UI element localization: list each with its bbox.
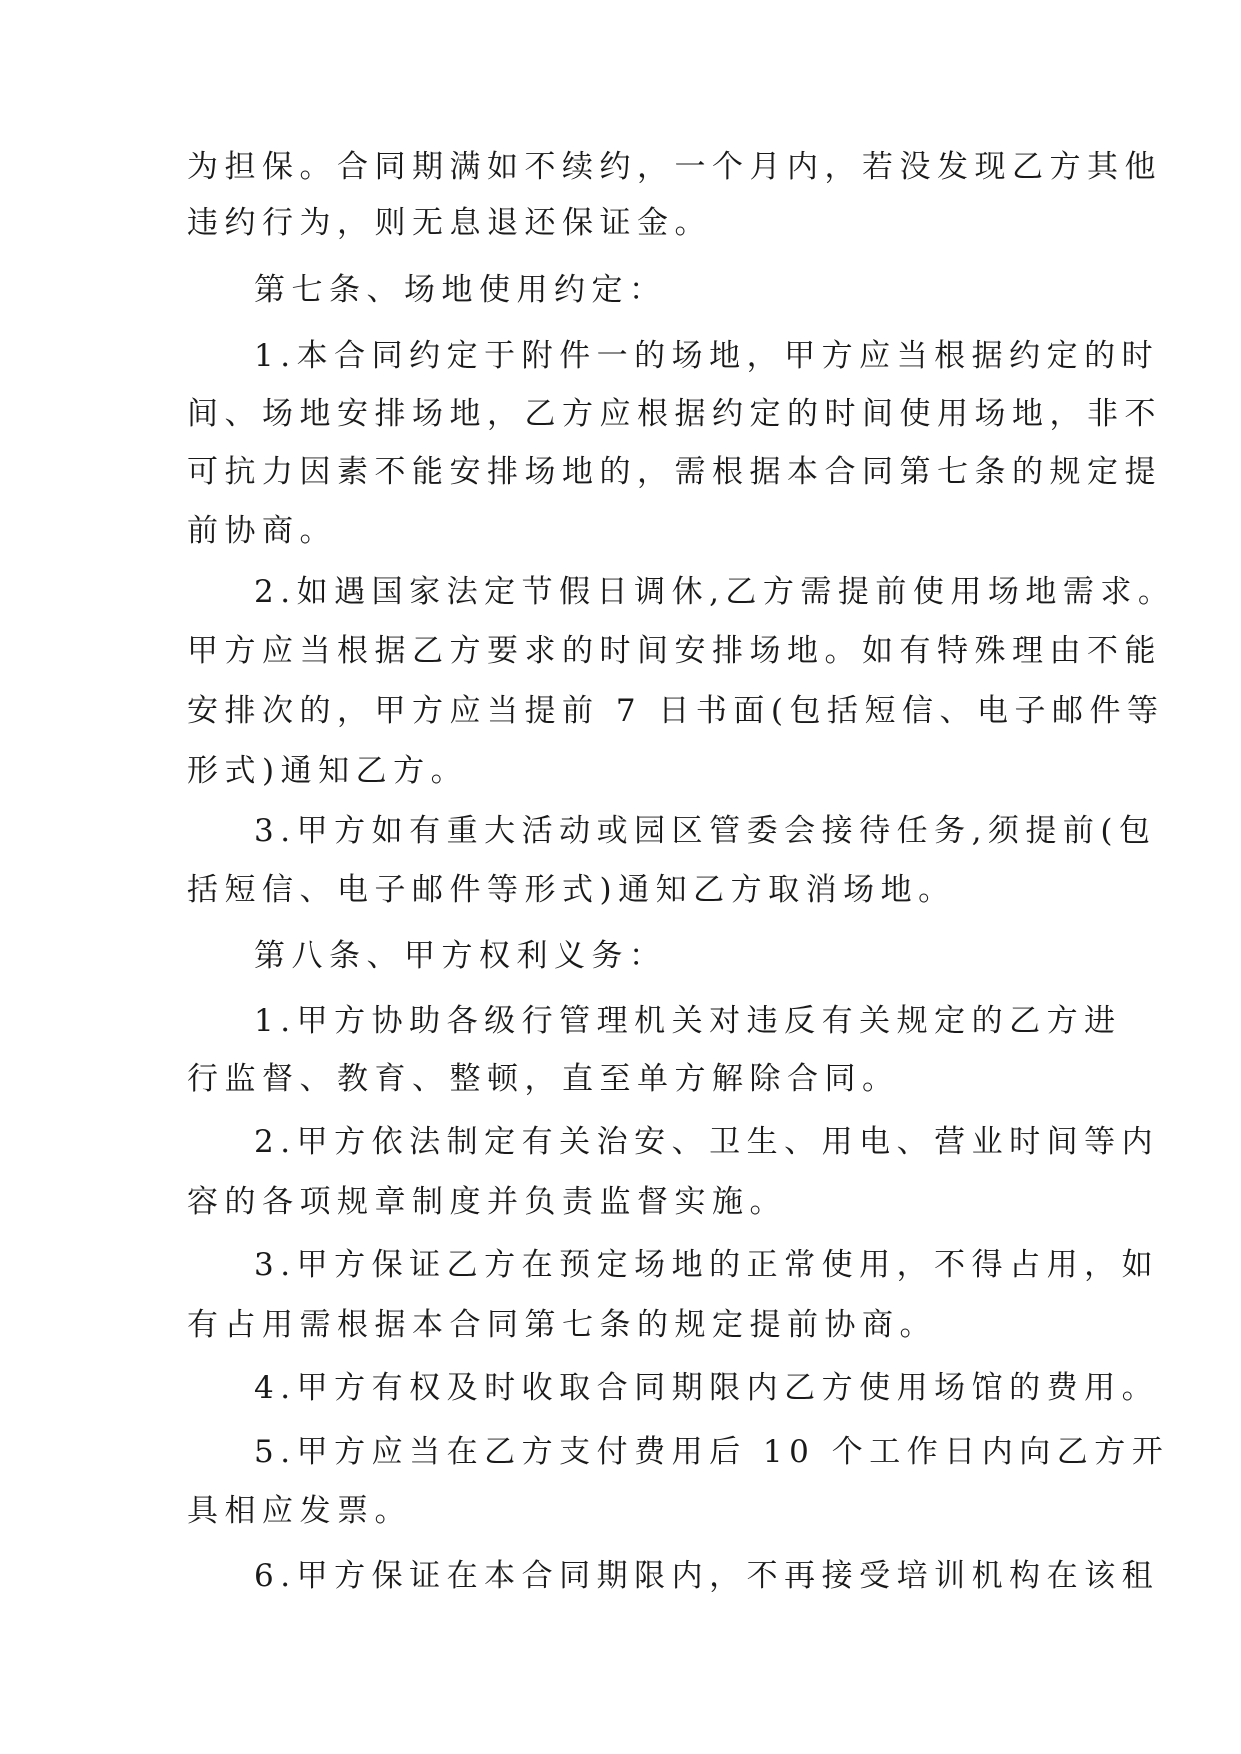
text-line: 为担保。合同期满如不续约，一个月内，若没发现乙方其他 (187, 149, 1162, 185)
text-line: 3.甲方保证乙方在预定场地的正常使用，不得占用，如 (254, 1247, 1160, 1283)
text-line: 违约行为，则无息退还保证金。 (187, 205, 712, 241)
text-line: 3.甲方如有重大活动或园区管委会接待任务,须提前(包 (254, 813, 1157, 849)
text-line: 安排次的，甲方应当提前 7 日书面(包括短信、电子邮件等 (187, 693, 1165, 729)
text-line: 1.甲方协助各级行管理机关对违反有关规定的乙方进 (254, 1003, 1122, 1039)
text-line: 容的各项规章制度并负责监督实施。 (187, 1184, 787, 1220)
text-line: 1.本合同约定于附件一的场地，甲方应当根据约定的时 (254, 338, 1160, 374)
text-line: 形式)通知乙方。 (187, 753, 469, 789)
text-line: 间、场地安排场地，乙方应根据约定的时间使用场地，非不 (187, 396, 1162, 432)
text-line: 甲方应当根据乙方要求的时间安排场地。如有特殊理由不能 (187, 633, 1162, 669)
text-line: 前协商。 (187, 513, 337, 549)
text-line: 可抗力因素不能安排场地的，需根据本合同第七条的规定提 (187, 454, 1162, 490)
text-line: 具相应发票。 (187, 1493, 412, 1529)
text-line: 有占用需根据本合同第七条的规定提前协商。 (187, 1307, 937, 1343)
section-heading: 第八条、甲方权利义务： (254, 938, 667, 974)
section-heading: 第七条、场地使用约定： (254, 272, 667, 308)
text-line: 行监督、教育、整顿，直至单方解除合同。 (187, 1061, 900, 1097)
text-line: 6.甲方保证在本合同期限内，不再接受培训机构在该租 (254, 1558, 1160, 1594)
text-line: 4.甲方有权及时收取合同期限内乙方使用场馆的费用。 (254, 1370, 1160, 1406)
text-line: 2.甲方依法制定有关治安、卫生、用电、营业时间等内 (254, 1124, 1160, 1160)
text-line: 括短信、电子邮件等形式)通知乙方取消场地。 (187, 872, 956, 908)
text-line: 2.如遇国家法定节假日调休,乙方需提前使用场地需求。 (254, 574, 1176, 610)
text-line: 5.甲方应当在乙方支付费用后 10 个工作日内向乙方开 (254, 1434, 1170, 1470)
